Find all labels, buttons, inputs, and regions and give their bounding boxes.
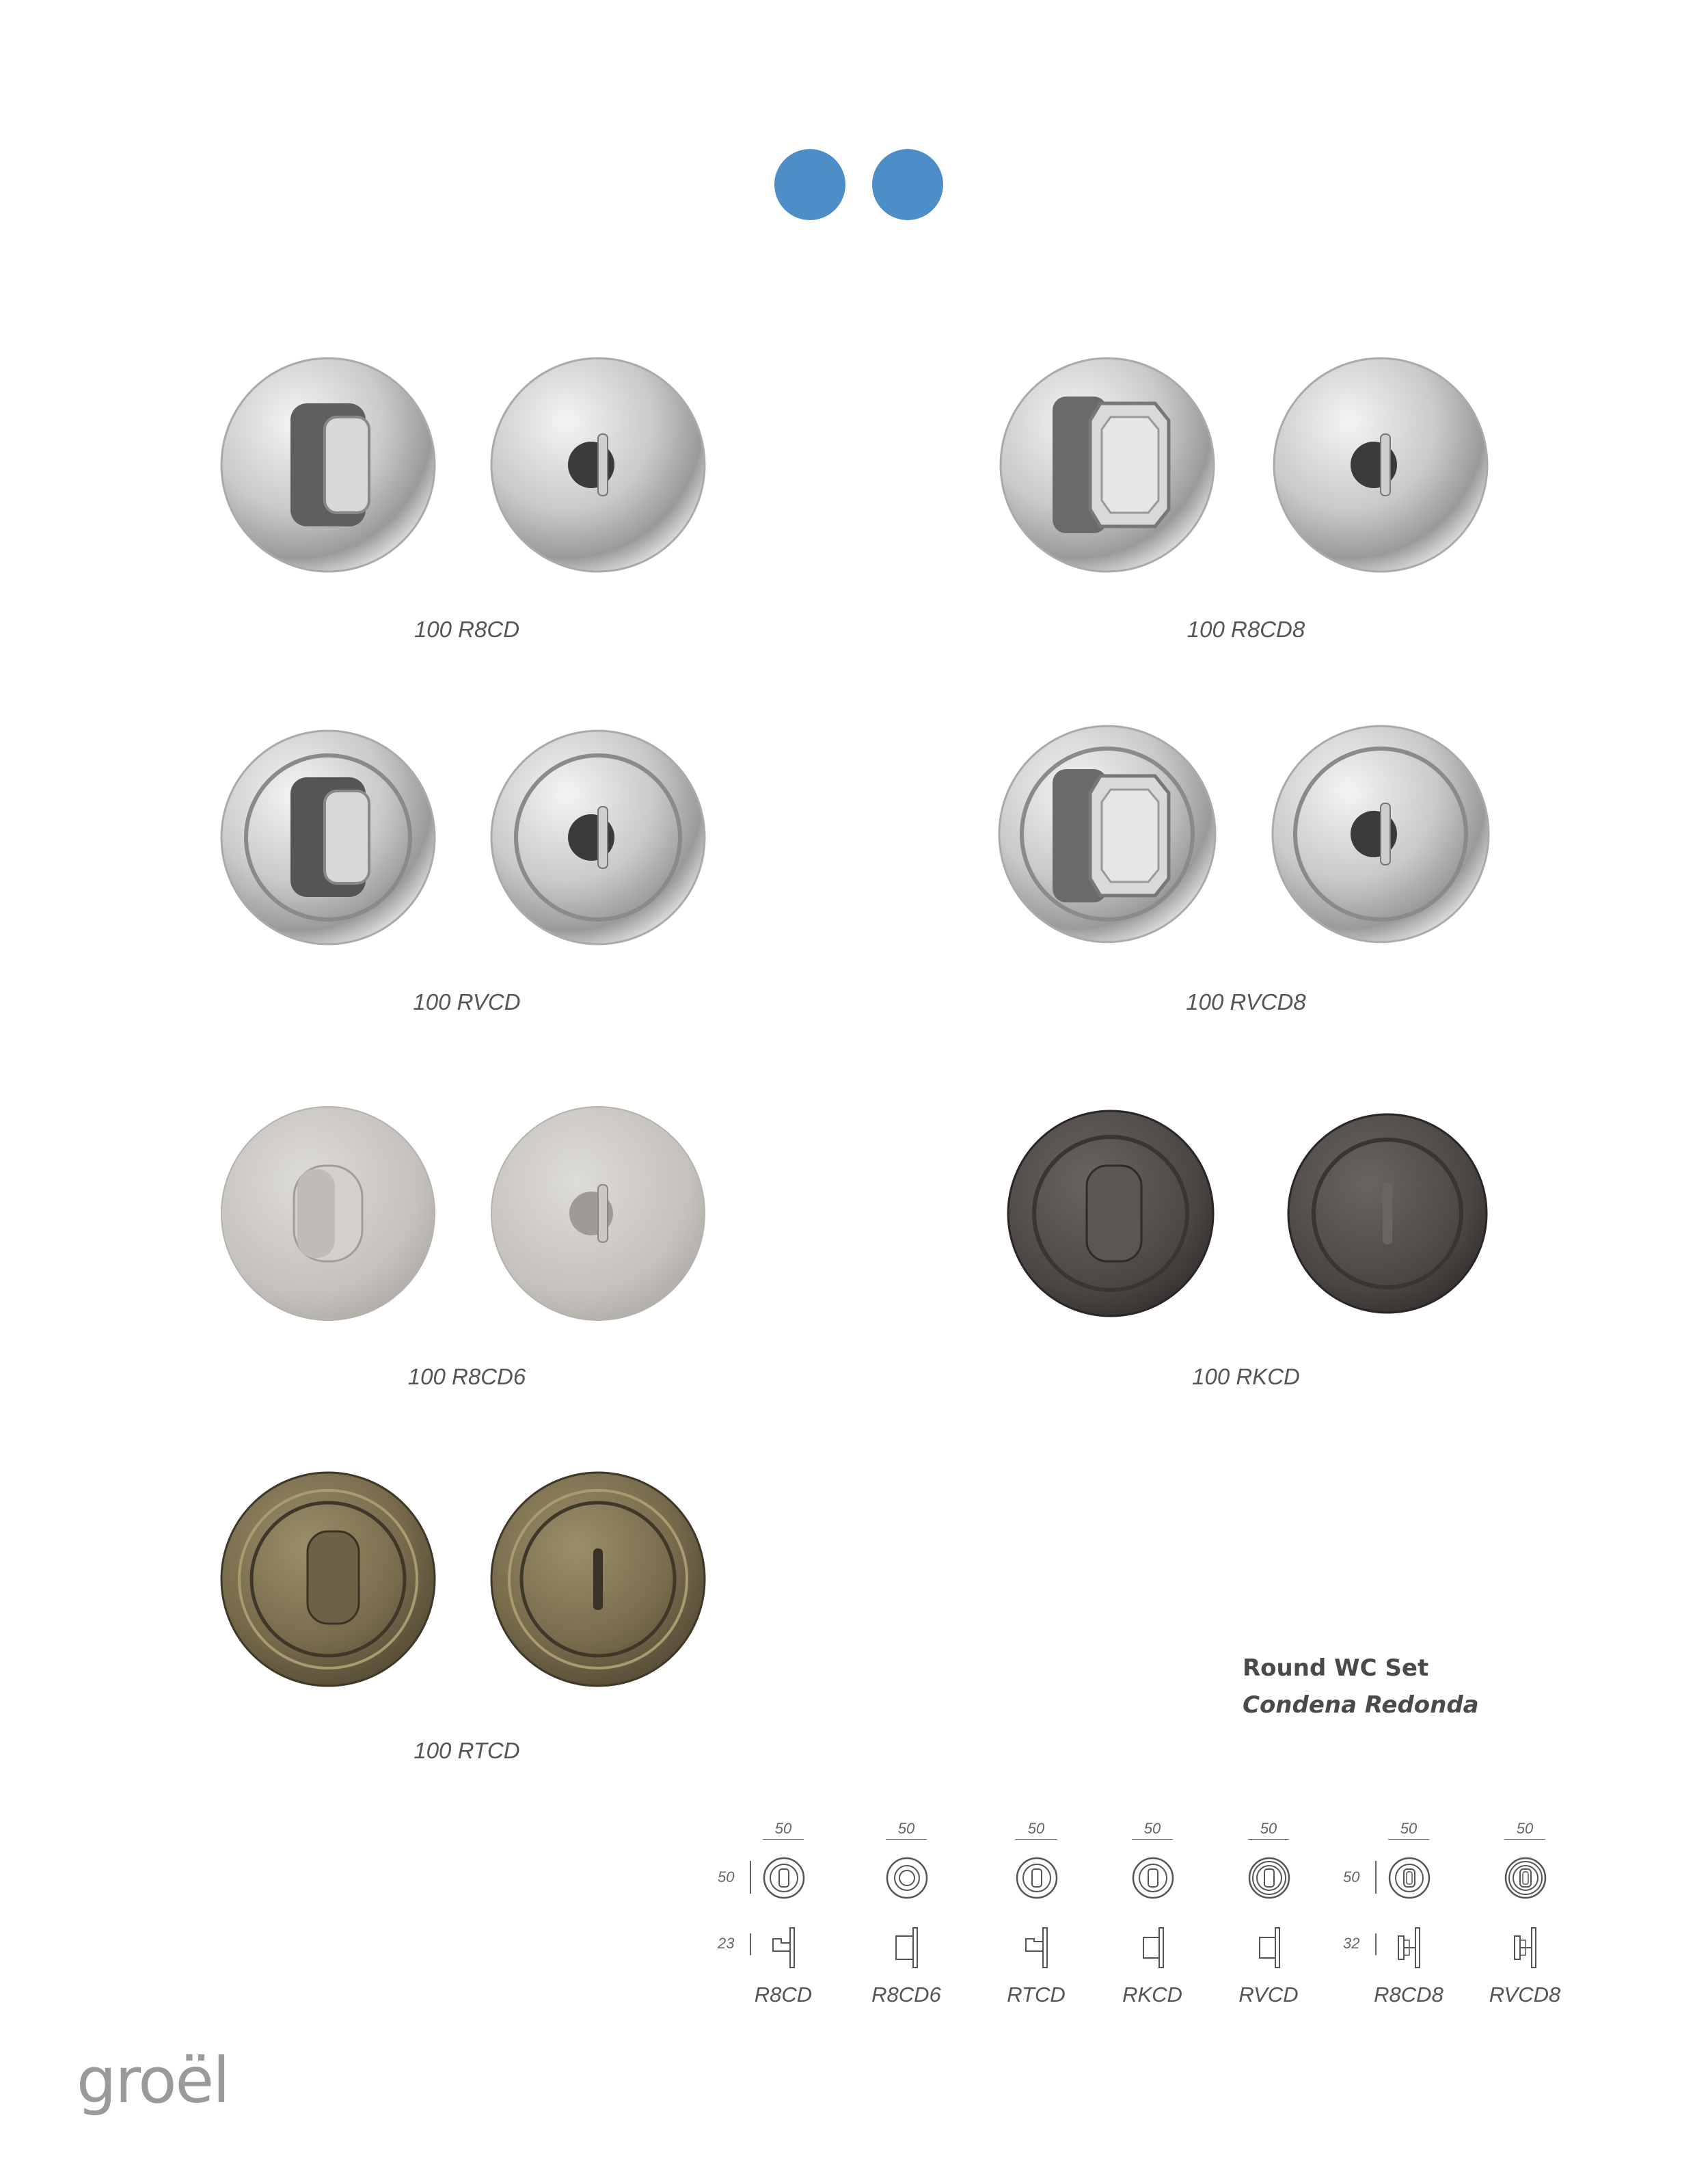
- dim-width-rvcd: 50: [1248, 1820, 1289, 1840]
- r8cd6-indicator-rose: [489, 1104, 714, 1330]
- diagram-label-rvcd8: RVCD8: [1489, 1983, 1561, 2007]
- diagram-label-rtcd: RTCD: [1007, 1983, 1066, 2007]
- caption-100-rtcd: 100 RTCD: [414, 1738, 520, 1763]
- diagram-r8cd8: [1374, 1853, 1442, 1989]
- dim-depth-r8cd8: 32: [1343, 1935, 1360, 1952]
- diagram-label-r8cd6: R8CD6: [871, 1983, 941, 2007]
- dim-width-rtcd: 50: [1016, 1820, 1057, 1840]
- brand-logo: groël: [77, 2044, 229, 2117]
- diagram-rtcd: [1001, 1853, 1070, 1989]
- diagram-label-r8cd8: R8CD8: [1374, 1983, 1443, 2007]
- caption-100-rvcd8: 100 RVCD8: [1186, 989, 1306, 1015]
- rvcd8-knob-rose: [998, 721, 1223, 954]
- rtcd-indicator-rose: [489, 1470, 714, 1695]
- r8cd8-knob-rose: [998, 355, 1223, 581]
- rtcd-knob-rose: [219, 1470, 444, 1695]
- product-r8cd8: [998, 355, 1490, 588]
- diagram-label-rvcd: RVCD: [1238, 1983, 1299, 2007]
- product-rvcd8: [998, 721, 1490, 957]
- diagram-r8cd: [748, 1853, 817, 1989]
- product-rtcd: [219, 1470, 711, 1702]
- rvcd8-indicator-rose: [1271, 721, 1497, 954]
- diagram-rkcd: [1117, 1853, 1186, 1989]
- product-rkcd: [1005, 1108, 1497, 1333]
- r8cd-knob-rose: [219, 355, 444, 581]
- r8cd-indicator-rose: [489, 355, 714, 581]
- title-english: Round WC Set: [1243, 1654, 1429, 1682]
- rvcd-knob-rose: [219, 728, 444, 954]
- diagram-rvcd: [1234, 1853, 1302, 1989]
- dim-width-r8cd6: 50: [886, 1820, 927, 1840]
- product-title: [1243, 1654, 1479, 1719]
- rkcd-knob-rose: [1005, 1108, 1223, 1326]
- diagram-rvcd8: [1490, 1853, 1558, 1989]
- dim-height-r8cd: 50: [718, 1868, 735, 1886]
- product-rvcd: [219, 728, 711, 961]
- diagram-label-r8cd: R8CD: [754, 1983, 813, 2007]
- dim-width-r8cd8: 50: [1388, 1820, 1429, 1840]
- caption-100-r8cd: 100 R8CD: [414, 617, 520, 642]
- caption-100-r8cd6: 100 R8CD6: [407, 1364, 526, 1389]
- rvcd-indicator-rose: [489, 728, 714, 954]
- product-r8cd: [219, 355, 711, 588]
- product-r8cd6: [219, 1104, 711, 1337]
- header-dot-left: [774, 149, 845, 220]
- dim-width-r8cd: 50: [763, 1820, 804, 1840]
- dim-width-rkcd: 50: [1132, 1820, 1173, 1840]
- caption-100-r8cd8: 100 R8CD8: [1187, 617, 1305, 642]
- r8cd6-knob-rose: [219, 1104, 444, 1330]
- title-spanish: Condena Redonda: [1243, 1691, 1479, 1719]
- rkcd-indicator-rose: [1282, 1108, 1500, 1326]
- dim-width-rvcd8: 50: [1504, 1820, 1545, 1840]
- caption-100-rkcd: 100 RKCD: [1192, 1364, 1300, 1389]
- dim-height-r8cd8: 50: [1343, 1868, 1360, 1886]
- header-dot-right: [872, 149, 943, 220]
- diagram-r8cd6: [871, 1853, 940, 1989]
- diagram-label-rkcd: RKCD: [1122, 1983, 1182, 2007]
- caption-100-rvcd: 100 RVCD: [413, 989, 521, 1015]
- dim-depth-r8cd: 23: [718, 1935, 735, 1952]
- r8cd8-indicator-rose: [1271, 355, 1497, 581]
